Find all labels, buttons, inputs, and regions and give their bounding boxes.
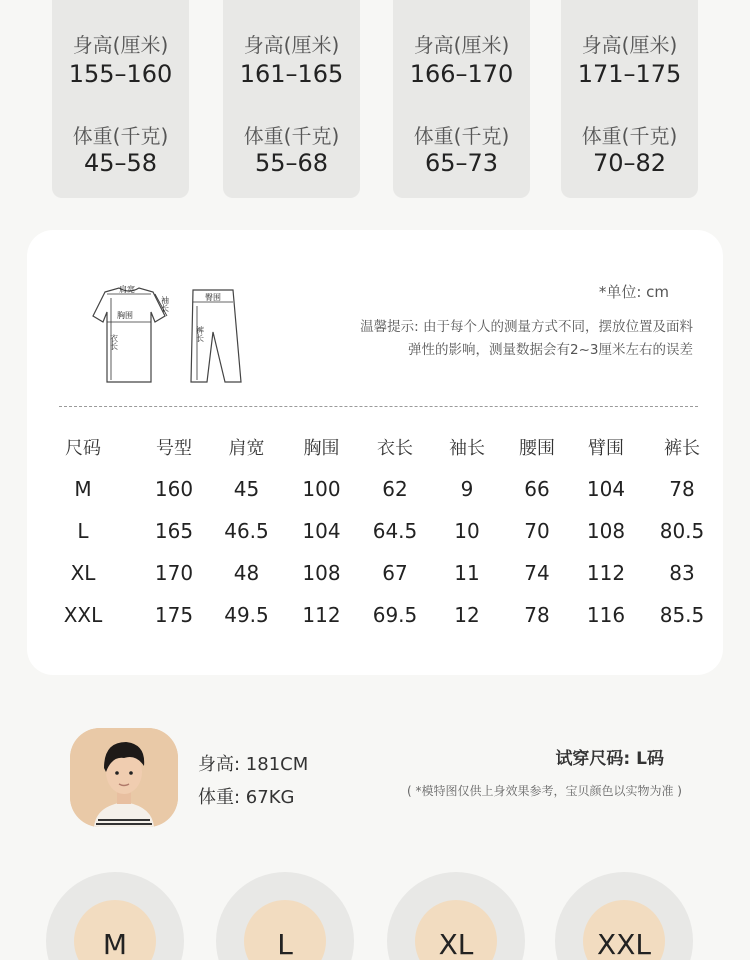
table-header: 尺码 [65,438,101,459]
trial-size: 试穿尺码: L码 [555,749,664,769]
weight-value: 45–58 [83,149,158,177]
tip-line-2: 弹性的影响，测量数据会有2~3厘米左右的误差 [408,342,693,358]
size-option-xl[interactable] [387,872,525,960]
table-cell: 104 [302,519,341,543]
weight-label: 体重(千克) [243,124,340,148]
weight-label: 体重(千克) [72,124,169,148]
model-weight: 体重: 67KG [198,787,295,808]
range-card-1 [52,0,189,198]
measurement-tip [273,316,693,362]
table-cell: 49.5 [224,603,269,627]
table-cell: 160 [154,477,194,501]
table-cell: 9 [460,477,474,501]
table-cell: 116 [586,603,626,627]
table-cell: 165 [154,519,194,543]
table-cell: 80.5 [659,519,705,543]
height-value: 161–165 [239,60,344,88]
height-label: 身高(厘米) [413,33,510,57]
size-option-label: M [74,900,156,960]
model-height: 身高: 181CM [198,754,309,775]
table-cell: XXL [63,603,103,627]
height-label: 身高(厘米) [72,33,169,57]
tip-line-1: 温馨提示: 由于每个人的测量方式不同，摆放位置及面料 [360,319,693,335]
size-table [27,426,723,636]
weight-value: 70–82 [592,149,667,177]
table-cell: 11 [454,561,480,585]
table-header: 裤长 [664,438,700,459]
shirt-length-label: 衣长 [109,334,119,350]
table-header-row [27,426,723,468]
shirt-shoulder-label: 肩宽 [119,285,135,294]
table-header: 肩宽 [228,438,265,459]
range-card-2 [223,0,360,198]
table-cell: 67 [382,561,408,585]
size-option-label: L [244,900,326,960]
size-option-m[interactable] [46,872,184,960]
unit-note: *单位: cm [598,283,669,301]
model-stats [198,748,308,814]
table-cell: 70 [524,519,550,543]
model-avatar [70,728,178,827]
table-cell: 78 [524,603,550,627]
table-header: 胸围 [303,438,340,459]
table-header: 臂围 [588,438,624,459]
model-disclaimer: ( *模特图仅供上身效果参考，宝贝颜色以实物为准 ) [407,784,682,798]
table-header: 衣长 [377,438,413,459]
table-cell: 78 [669,477,695,501]
garment-diagram [81,282,271,392]
weight-value: 65–73 [424,149,499,177]
height-value: 171–175 [577,60,682,88]
table-row [27,468,723,510]
table-cell: 64.5 [372,519,418,543]
dashed-divider [59,406,698,407]
table-cell: 104 [586,477,626,501]
table-header: 袖长 [449,438,485,459]
table-cell: M [74,477,92,501]
table-header: 号型 [156,438,192,459]
table-cell: 112 [586,561,626,585]
weight-value: 55–68 [254,149,329,177]
weight-label: 体重(千克) [581,124,678,148]
table-cell: 108 [586,519,626,543]
table-row [27,552,723,594]
table-cell: 66 [524,477,550,501]
pants-hip-label: 臀围 [205,293,221,302]
table-cell: 112 [302,603,341,627]
table-cell: 74 [524,561,550,585]
height-value: 166–170 [409,60,514,88]
table-cell: 175 [154,603,194,627]
table-cell: 12 [454,603,480,627]
table-cell: 45 [233,477,260,501]
table-cell: 62 [382,477,408,501]
table-cell: L [77,519,89,543]
table-cell: 108 [302,561,341,585]
table-row [27,510,723,552]
table-cell: XL [70,561,96,585]
table-cell: 85.5 [659,603,705,627]
height-value: 155–160 [68,60,173,88]
table-cell: 69.5 [372,603,418,627]
tshirt-outline [93,288,165,382]
range-card-4 [561,0,698,198]
size-option-label: XXL [583,900,665,960]
height-label: 身高(厘米) [581,33,678,57]
table-header: 腰围 [519,438,555,459]
table-cell: 83 [669,561,695,585]
shirt-chest-label: 胸围 [117,311,133,320]
pants-length-label: 裤长 [195,326,205,342]
shirt-sleeve-label: 袖长 [160,296,170,312]
height-label: 身高(厘米) [243,33,340,57]
range-card-3 [393,0,530,198]
table-cell: 10 [454,519,480,543]
weight-label: 体重(千克) [413,124,510,148]
table-row [27,594,723,636]
table-cell: 170 [154,561,194,585]
size-option-l[interactable] [216,872,354,960]
size-chart-card [27,230,723,675]
size-option-label: XL [415,900,497,960]
table-cell: 100 [302,477,341,501]
table-cell: 46.5 [224,519,269,543]
table-cell: 48 [233,561,260,585]
size-option-xxl[interactable] [555,872,693,960]
size-range-cards [0,0,750,200]
